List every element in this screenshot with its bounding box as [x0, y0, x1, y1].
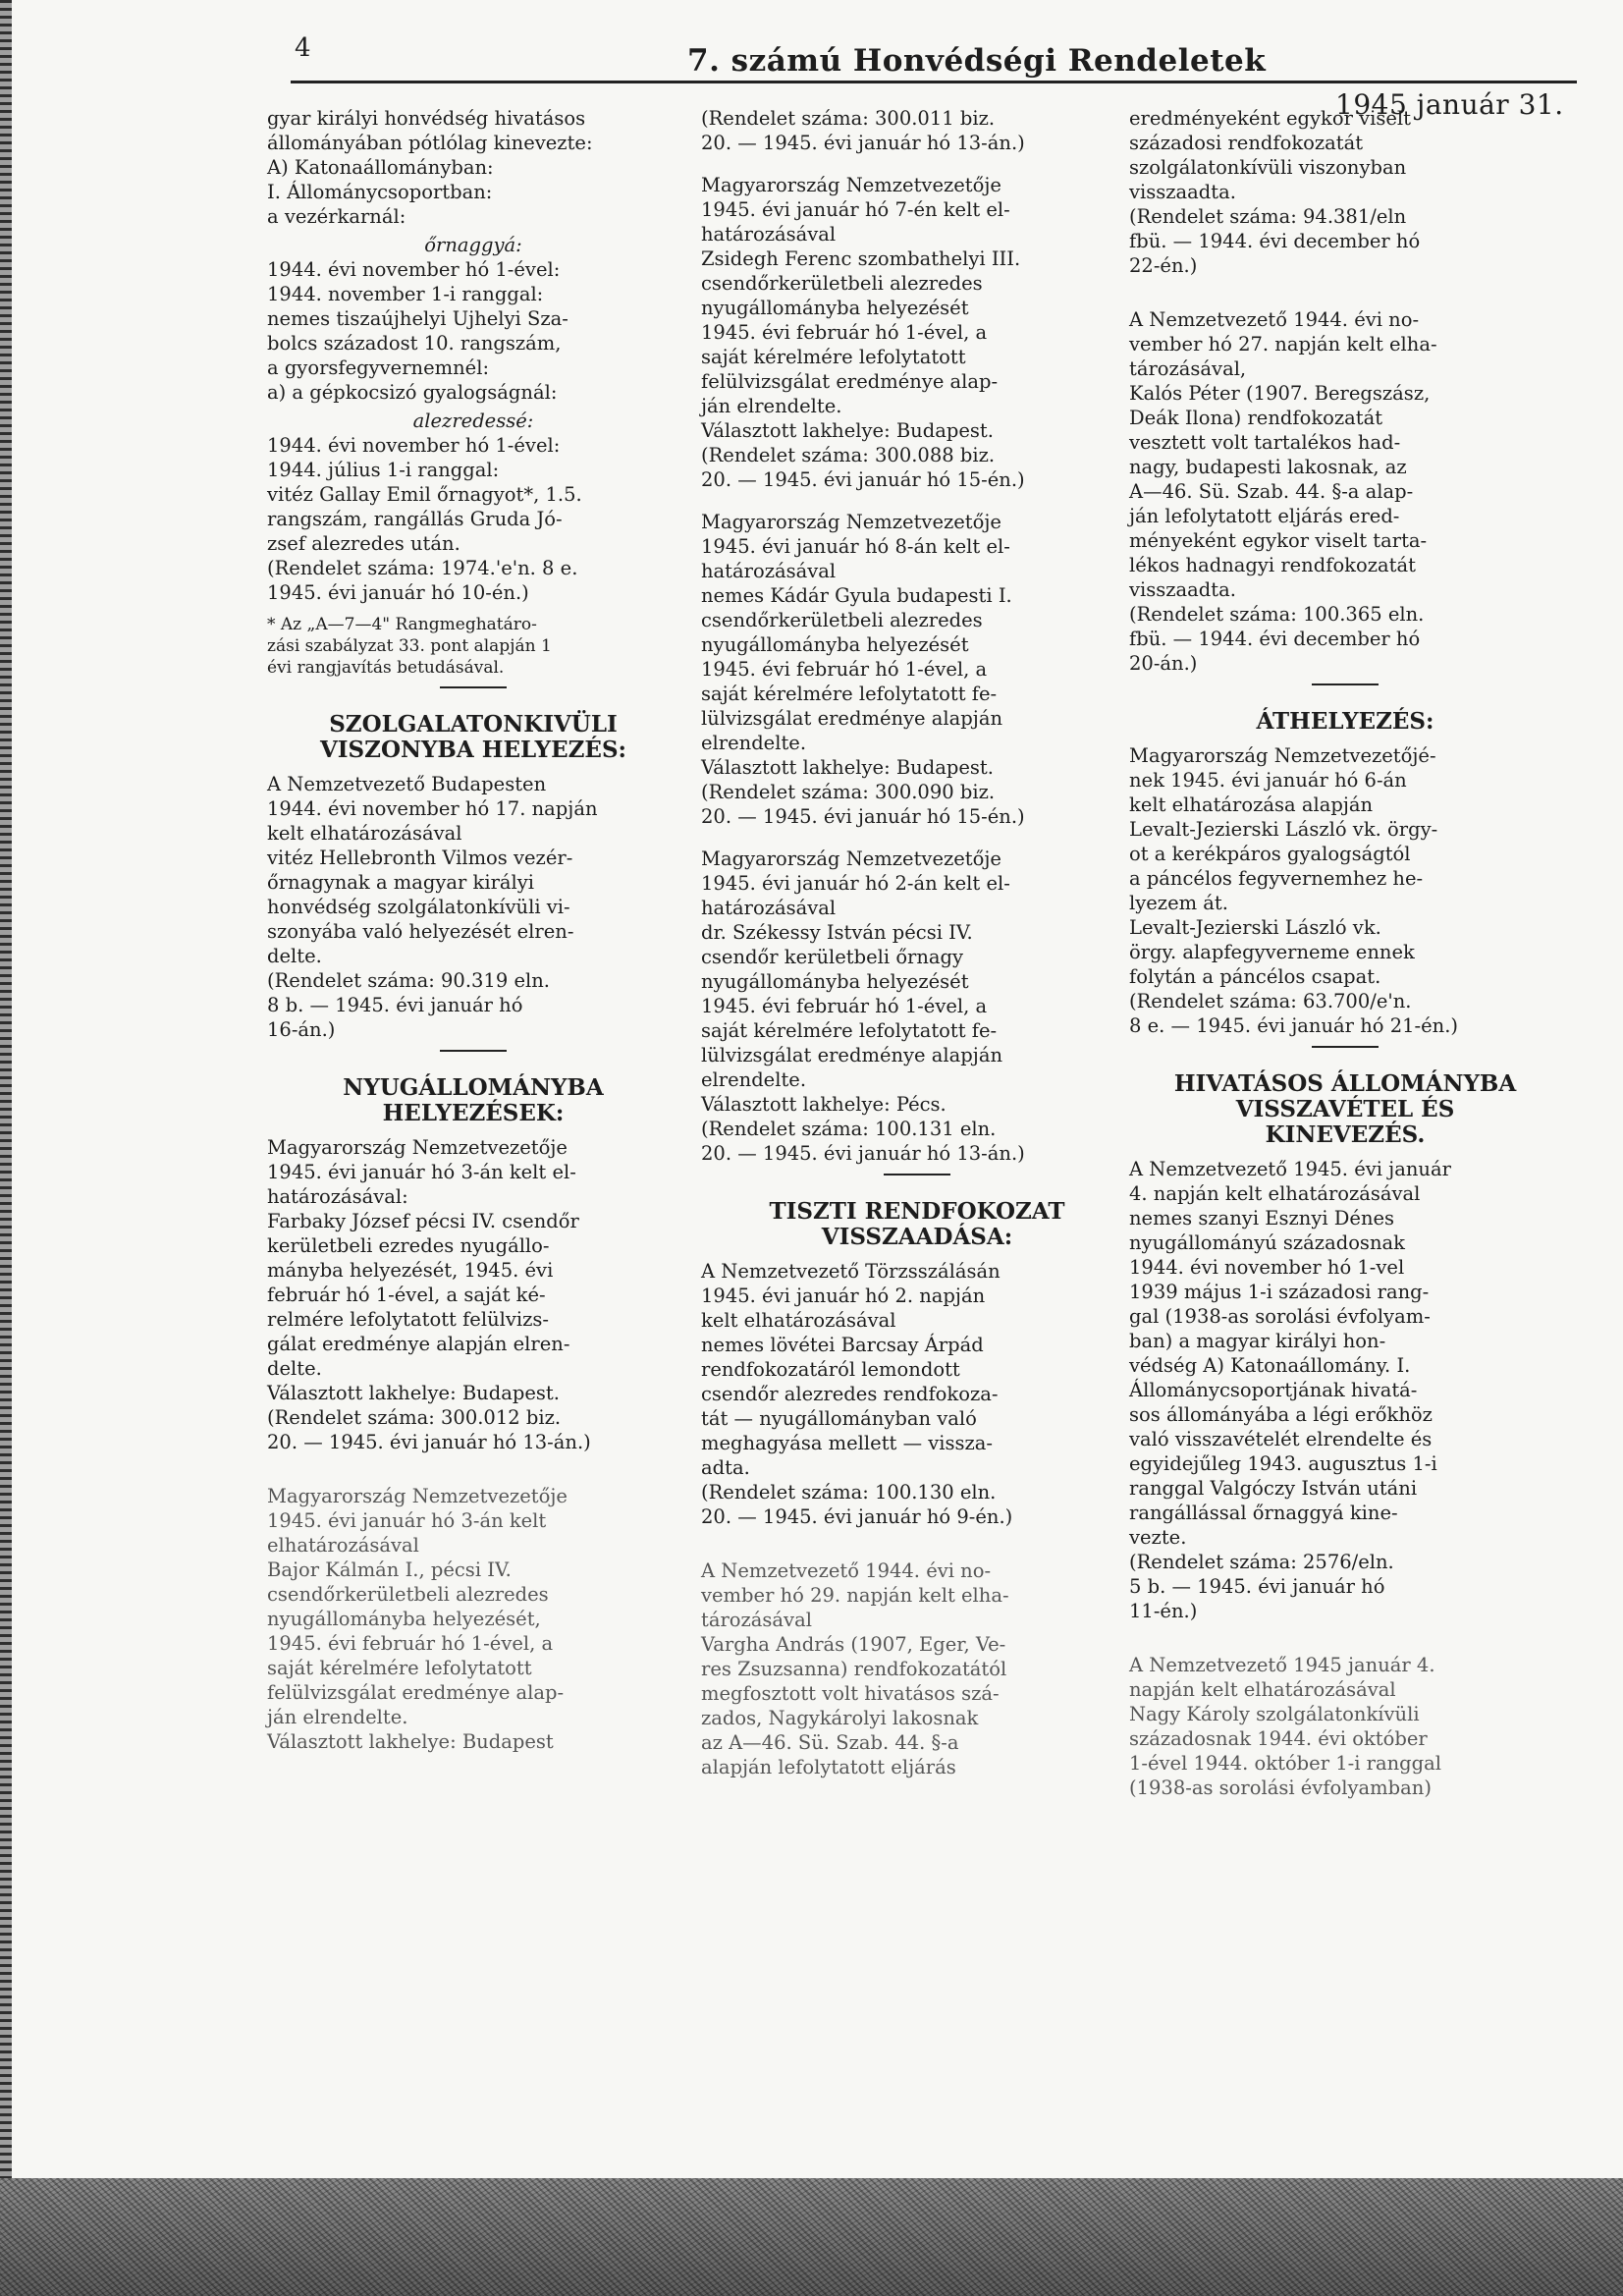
szekessy-entry: Magyarország Nemzetvezetője 1945. évi január hó 2-án kelt el- határozásával dr. Székessy István pécsi IV. csendőr kerületbeli őrnagy nyugállományba helyezését 1945. évi február hó 1-ével, a saját kérelmére lefolytatott fe- lülvizsgálat eredménye alapján elrendelte. Választott lakhelye: Pécs. (Rendelet száma: 100.131 eln. 20. — 1945. évi január hó 13-án.)	[701, 847, 1025, 1165]
vargha-continuation: eredményeként egykor viselt századosi rendfokozatát szolgálatonkívüli viszonyban visszaadta. (Rendelet száma: 94.381/eln fbü. — 1944. évi december hó 22-én.)	[1129, 107, 1421, 277]
levalt-jezierski-entry: Magyarország Nemzetvezetőjé- nek 1945. évi január hó 6-án kelt elhatározása alapján Levalt-Jezierski László vk. örgy- ot a kerékpáros gyalogságtól a páncélos fegyvernemhez he- lyezem át. Levalt-Jezierski László vk. örgy. alapfegyverneme ennek folytán a páncélos csapat. (Rendelet száma: 63.700/e'n. 8 e. — 1945. évi január hó 21-én.)	[1129, 744, 1458, 1037]
rank-lt-colonel-label: alezredessé:	[412, 410, 534, 432]
separator	[440, 1050, 507, 1052]
farbaky-entry: Magyarország Nemzetvezetője 1945. évi január hó 3-án kelt el- határozásával: Farbaky József pécsi IV. csendőr kerületbeli ezredes nyugállo- mányba helyezését, 1945. évi február hó 1-ével, a saját ké- relmére lefolytatott felülvizs- gálat eredménye alapján elren- delte. Választott lakhelye: Budapest. (Rendelet száma: 300.012 biz. 20. — 1945. évi január hó 13-án.)	[267, 1136, 591, 1453]
column-middle	[701, 106, 1133, 1779]
heading-reinstatement: HIVATÁSOS ÁLLOMÁNYBA VISSZAVÉTEL ÉS KINEVEZÉS.	[1173, 1070, 1517, 1148]
gallay-entry: 1944. évi november hó 1-ével: 1944. július 1-i ranggal: vitéz Gallay Emil őrnagyot*, 1.5. rangszám, rangállás Gruda Jó- zsef alezredes után. (Rendelet száma: 1974.'e'n. 8 e. 1945. évi január hó 10-én.)	[267, 434, 582, 604]
footnote: * Az „A—7—4" Rangmeghatáro- zási szabályzat 33. pont alapján 1 évi rangjavítás betudásával.	[267, 615, 552, 678]
barcsay-entry: A Nemzetvezető Törzsszálásán 1945. évi január hó 2. napján kelt elhatározásával nemes lövétei Barcsay Árpád rendfokozatáról lemondott csendőr alezredes rendfokoza- tát — nyugállományban való meghagyása mellett — vissza- adta. (Rendelet száma: 100.130 eln. 20. — 1945. évi január hó 9-én.)	[701, 1260, 1013, 1528]
binding-edge	[0, 0, 12, 2296]
vargha-entry: A Nemzetvezető 1944. évi no- vember hó 29. napján kelt elha- tározásával Vargha András (1907, Eger, Ve- res Zsuzsanna) rendfokozatától megfosztott volt hivatásos szá- zados, Nagykárolyi lakosnak az A—46. Sü. Szab. 44. §-a alapján lefolytatott eljárás	[701, 1559, 1009, 1778]
separator	[440, 686, 507, 688]
rank-major-label: őrnaggyá:	[424, 234, 522, 256]
kadar-entry: Magyarország Nemzetvezetője 1945. évi január hó 8-án kelt el- határozásával nemes Kádár Gyula budapesti I. csendőrkerületbeli alezredes nyugállományba helyezését 1945. évi február hó 1-ével, a saját kérelmére lefolytatott fe- lülvizsgálat eredménye alapján elrendelte. Választott lakhelye: Budapest. (Rendelet száma: 300.090 biz. 20. — 1945. évi január hó 15-én.)	[701, 511, 1025, 828]
esznyi-entry: A Nemzetvezető 1945. évi január 4. napján kelt elhatározásával nemes szanyi Esznyi Dénes nyugállományú századosnak 1944. évi november hó 1-vel 1939 május 1-i századosi rang- gal (1938-as sorolási évfolyam- ban) a magyar királyi hon- védség A) Katonaállomány. I. Állománycsoportjának hivatá- sos állományába a légi erőkhöz való visszavételét elrendelte és egyidejűleg 1943. augusztus 1-i ranggal Valgóczy István utáni rangállással őrnaggyá kine- vezte. (Rendelet száma: 2576/eln. 5 b. — 1945. évi január hó 11-én.)	[1129, 1158, 1451, 1622]
column-right	[1129, 106, 1561, 1800]
running-title: 7. számú Honvédségi Rendeletek	[687, 43, 1267, 79]
bajor-entry: Magyarország Nemzetvezetője 1945. évi január hó 3-án kelt elhatározásával Bajor Kálmán I., pécsi IV. csendőrkerületbeli alezredes nyugállományba helyezését, 1945. évi február hó 1-ével, a saját kérelmére lefolytatott felülvizsgálat eredménye alap- ján elrendelte. Választott lakhelye: Budapest	[267, 1485, 568, 1753]
heading-rank-restoration: TISZTI RENDFOKOZAT VISSZAADÁSA:	[769, 1198, 1065, 1250]
page-number: 4	[295, 33, 311, 63]
hellebronth-entry: A Nemzetvezető Budapesten 1944. évi november hó 17. napján kelt elhatározásával vitéz Hellebronth Vilmos vezér- őrnagynak a magyar királyi honvédség szolgálatonkívüli vi- szonyába való helyezését elren- delte. (Rendelet száma: 90.319 eln. 8 b. — 1945. évi január hó 16-án.)	[267, 773, 598, 1041]
separator	[1312, 1046, 1379, 1048]
decree-reference: (Rendelet száma: 300.011 biz. 20. — 1945. évi január hó 13-án.)	[701, 107, 1025, 154]
column-left	[267, 106, 679, 1754]
staff-group: A) Katonaállományban: I. Állománycsoportban: a vezérkarnál:	[267, 156, 494, 228]
header-rule	[291, 81, 1577, 83]
ujhelyi-entry: 1944. évi november hó 1-ével: 1944. november 1-i ranggal: nemes tiszaújhelyi Ujhelyi Sza- bolcs századost 10. rangszám, a gyorsfegyvernemnél: a) a gépkocsizó gyalogságnál:	[267, 258, 568, 404]
zsidegh-entry: Magyarország Nemzetvezetője 1945. évi január hó 7-én kelt el- határozásával Zsidegh Ferenc szombathelyi III. csendőrkerületbeli alezredes nyugállományba helyezését 1945. évi február hó 1-ével, a saját kérelmére lefolytatott felülvizsgálat eredménye alap- ján elrendelte. Választott lakhelye: Budapest. (Rendelet száma: 300.088 biz. 20. — 1945. évi január hó 15-én.)	[701, 174, 1025, 491]
page-date: 1945 január 31.	[1335, 88, 1564, 121]
scan-noise-band	[0, 2178, 1623, 2296]
appointment-intro: gyar királyi honvédség hivatásos állományában pótlólag kinevezte:	[267, 107, 593, 154]
heading-retirements: NYUGÁLLOMÁNYBA HELYEZÉSEK:	[343, 1074, 604, 1126]
heading-inactive-status: SZOLGALATONKIVÜLI VISZONYBA HELYEZÉS:	[319, 711, 627, 763]
heading-transfer: ÁTHELYEZÉS:	[1256, 708, 1434, 735]
kalos-entry: A Nemzetvezető 1944. évi no- vember hó 27. napján kelt elha- tározásával, Kalós Péter (1907. Beregszász, Deák Ilona) rendfokozatát vesztett volt tartalékos had- nagy, budapesti lakosnak, az A—46. Sü. Szab. 44. §-a alap- ján lefolytatott eljárás ered- ményeként egykor viselt tarta- lékos hadnagyi rendfokozatát visszaadta. (Rendelet száma: 100.365 eln. fbü. — 1944. évi december hó 20-án.)	[1129, 308, 1437, 675]
separator	[1312, 683, 1379, 685]
separator	[884, 1174, 950, 1175]
nagy-entry: A Nemzetvezető 1945 január 4. napján kelt elhatározásával Nagy Károly szolgálatonkívüli századosnak 1944. évi október 1-ével 1944. október 1-i ranggal (1938-as sorolási évfolyamban)	[1129, 1654, 1441, 1799]
